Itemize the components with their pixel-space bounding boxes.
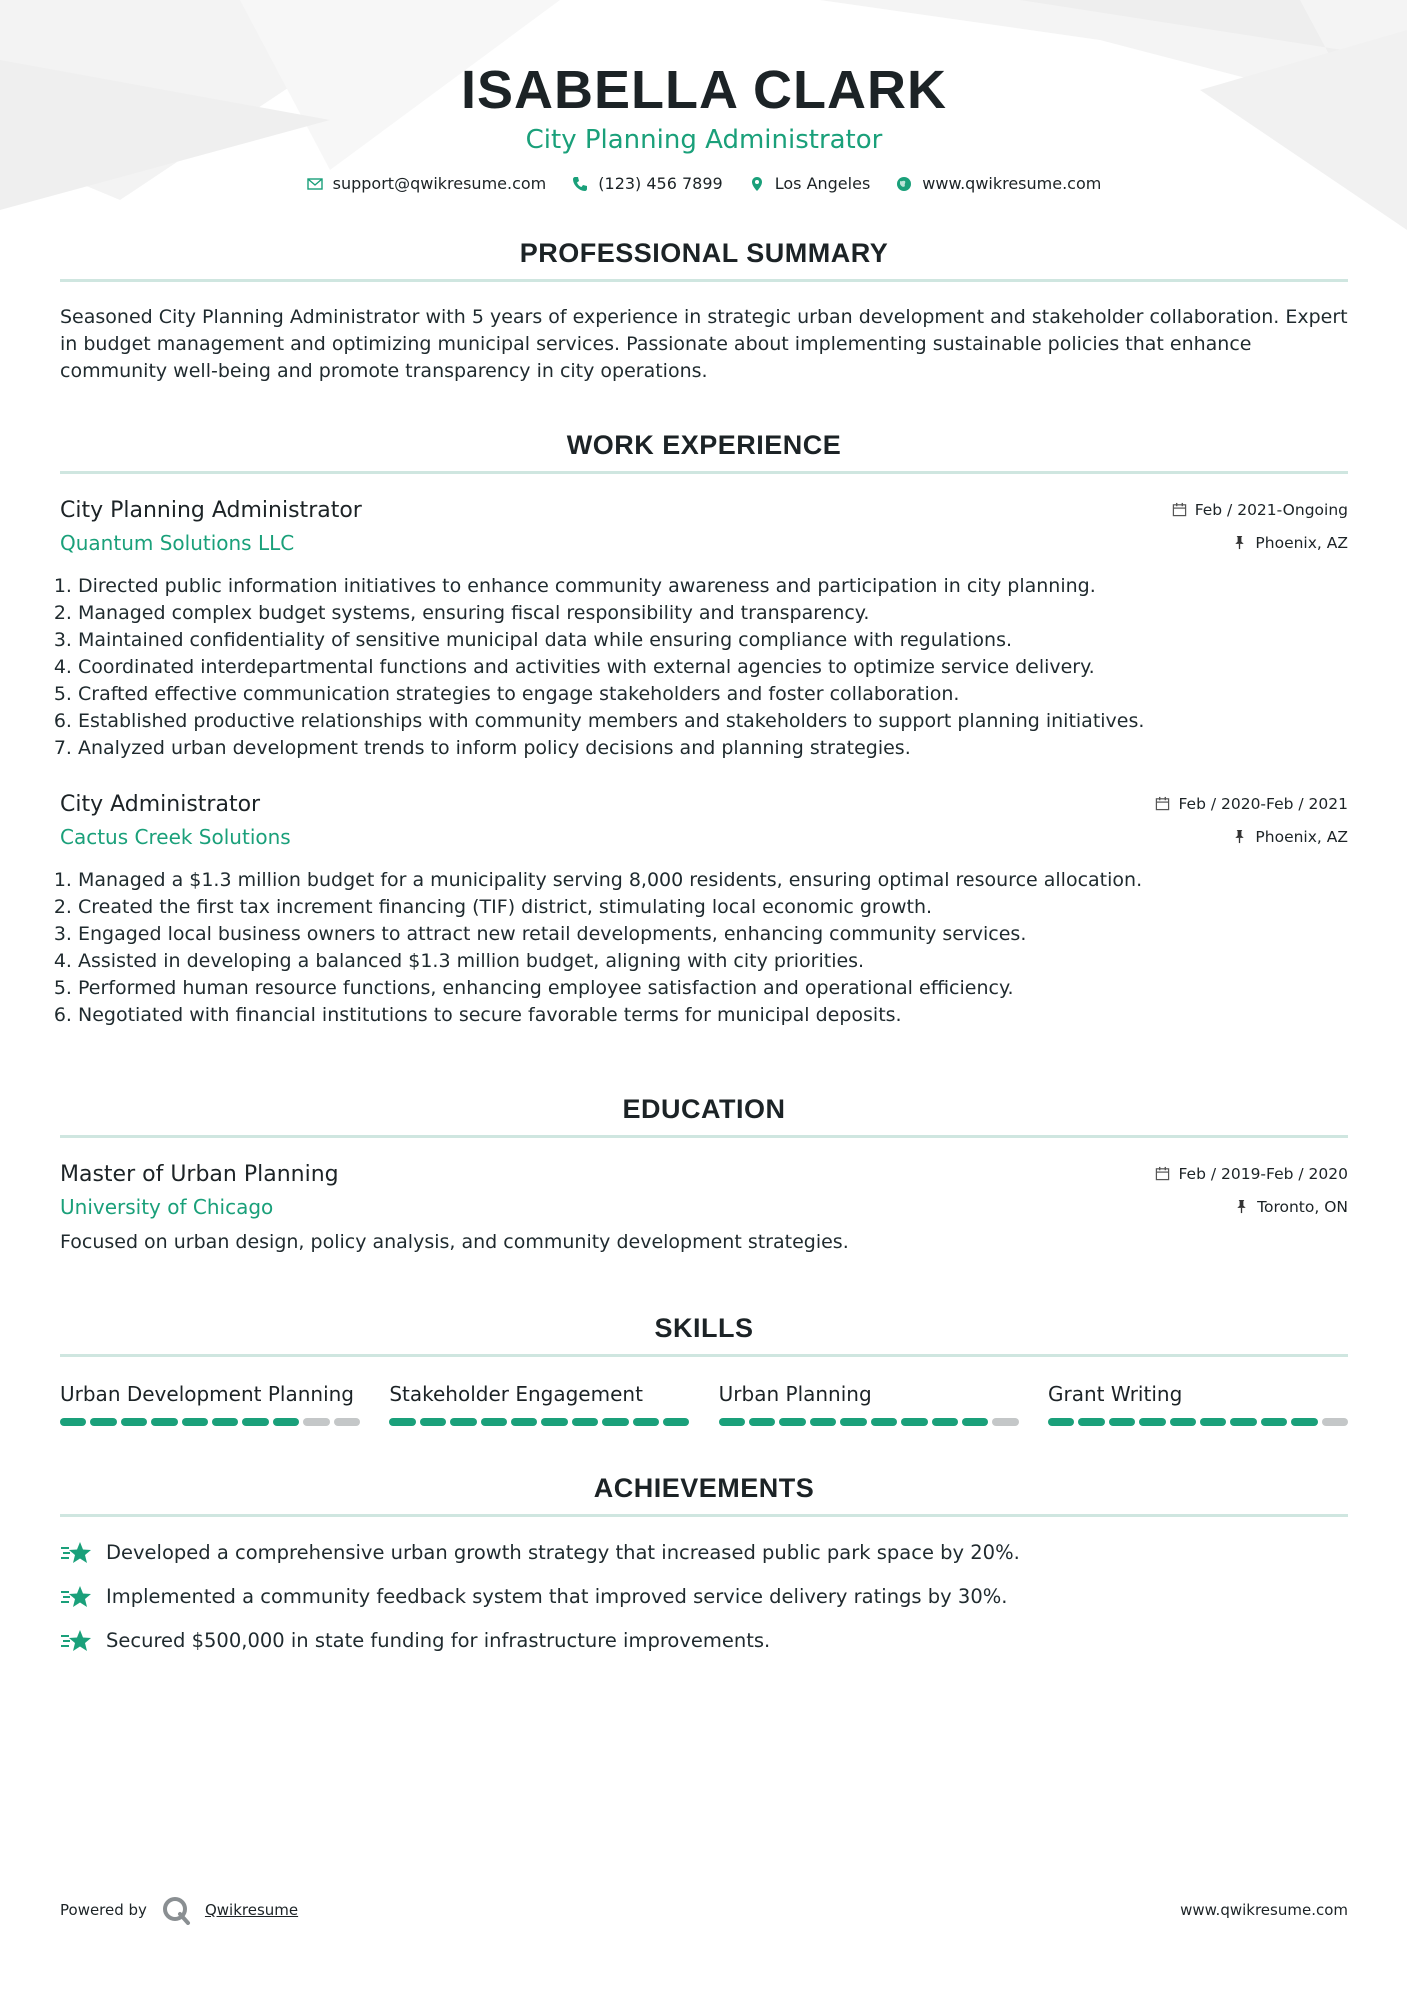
map-pin-icon [749, 176, 765, 192]
job-dates-text: Feb / 2020-Feb / 2021 [1178, 794, 1348, 813]
skills-heading: SKILLS [654, 1313, 754, 1343]
skill-segment-filled [121, 1418, 147, 1426]
qwikresume-logo-icon [161, 1895, 191, 1925]
contact-website[interactable] [896, 174, 1101, 193]
skill-segment-filled [182, 1418, 208, 1426]
skill-name: Urban Planning [718, 1382, 872, 1406]
skill-level-bar [389, 1418, 689, 1426]
achievement-text: Implemented a community feedback system that improved service delivery ratings by 30%. [106, 1585, 1008, 1608]
summary-text: Seasoned City Planning Administrator with 5 years of experience in strategic urban development and stakeholder collaboration. Expert in budget management and optimizing municipal services. Passionate about implementing sustainable policies that enhance community well-being and promote transparency in city operations. [60, 306, 1348, 382]
skill-segment-filled [1139, 1418, 1165, 1426]
job-location-text: Phoenix, AZ [1255, 533, 1348, 552]
star-award-icon [60, 1628, 92, 1654]
summary-heading: PROFESSIONAL SUMMARY [519, 238, 889, 268]
skill-segment-filled [242, 1418, 268, 1426]
section-divider [60, 1514, 1348, 1517]
list-item: 1. Managed a $1.3 million budget for a municipality serving 8,000 residents, ensuring optimal resource allocation. [78, 867, 1348, 894]
candidate-title: City Planning Administrator [525, 125, 883, 155]
star-award-icon [60, 1540, 92, 1566]
school-name: University of Chicago [60, 1195, 274, 1219]
job-location-text: Phoenix, AZ [1255, 827, 1348, 846]
skill-segment-filled [273, 1418, 299, 1426]
skill-segment-filled [1261, 1418, 1287, 1426]
powered-by [60, 1895, 298, 1925]
skill-segment-filled [749, 1418, 775, 1426]
skill-segment-filled [90, 1418, 116, 1426]
summary-section [60, 237, 1348, 385]
website-text: www.qwikresume.com [922, 174, 1102, 193]
section-divider [60, 279, 1348, 282]
skill-segment-filled [420, 1418, 446, 1426]
degree-title: Master of Urban Planning [60, 1162, 339, 1187]
education-dates [1155, 1165, 1348, 1183]
skill-name: Grant Writing [1047, 1382, 1183, 1406]
education-section [60, 1093, 1348, 1256]
list-item: 6. Established productive relationships with community members and stakeholders to support planning initiatives. [78, 708, 1348, 735]
star-award-icon [60, 1584, 92, 1610]
skill-segment-filled [212, 1418, 238, 1426]
candidate-name: ISABELLA CLARK [461, 60, 947, 120]
email-text: support@qwikresume.com [332, 174, 547, 193]
job-location [1232, 534, 1348, 552]
skill-item [389, 1381, 689, 1426]
achievement-text: Developed a comprehensive urban growth strategy that increased public park space by 20%. [106, 1541, 1020, 1564]
list-item: 3. Engaged local business owners to attract new retail developments, enhancing community services. [78, 921, 1348, 948]
skill-segment-empty [303, 1418, 329, 1426]
envelope-icon [307, 176, 323, 192]
pushpin-icon [1234, 1199, 1249, 1214]
contact-bar [60, 174, 1348, 193]
education-location-text: Toronto, ON [1257, 1197, 1348, 1216]
skill-segment-filled [511, 1418, 537, 1426]
skill-item [60, 1381, 360, 1426]
skill-segment-filled [810, 1418, 836, 1426]
section-divider [60, 471, 1348, 474]
job-bullets [60, 867, 1348, 1029]
page-footer [60, 1895, 1348, 1925]
skill-segment-filled [389, 1418, 415, 1426]
education-dates-text: Feb / 2019-Feb / 2020 [1178, 1164, 1348, 1183]
section-divider [60, 1135, 1348, 1138]
skill-segment-filled [450, 1418, 476, 1426]
contact-location [749, 174, 871, 193]
achievement-item [60, 1627, 1348, 1654]
skill-item [1048, 1381, 1348, 1426]
job-location [1232, 828, 1348, 846]
skill-segment-filled [541, 1418, 567, 1426]
list-item: 2. Created the first tax increment financing (TIF) district, stimulating local economic growth. [78, 894, 1348, 921]
achievements-heading: ACHIEVEMENTS [593, 1473, 815, 1503]
globe-icon [896, 176, 912, 192]
achievements-section [60, 1472, 1348, 1654]
skill-segment-filled [1230, 1418, 1256, 1426]
education-description: Focused on urban design, policy analysis, and community development strategies. [60, 1231, 849, 1253]
job-entry [60, 498, 1348, 762]
skill-segment-filled [663, 1418, 689, 1426]
education-location [1234, 1198, 1348, 1216]
skill-segment-empty [992, 1418, 1018, 1426]
pushpin-icon [1232, 829, 1247, 844]
resume-header [60, 58, 1348, 193]
skill-segment-filled [871, 1418, 897, 1426]
company-name: Quantum Solutions LLC [60, 531, 295, 555]
job-bullets [60, 573, 1348, 762]
skill-segment-empty [1322, 1418, 1348, 1426]
phone-icon [572, 176, 588, 192]
skill-level-bar [1048, 1418, 1348, 1426]
job-dates [1172, 501, 1348, 519]
job-entry [60, 792, 1348, 1029]
education-heading: EDUCATION [622, 1094, 786, 1124]
skill-segment-filled [962, 1418, 988, 1426]
skill-segment-filled [840, 1418, 866, 1426]
skill-level-bar [60, 1418, 360, 1426]
contact-email[interactable] [307, 174, 547, 193]
company-name: Cactus Creek Solutions [60, 825, 291, 849]
job-dates-text: Feb / 2021-Ongoing [1194, 500, 1348, 519]
achievement-item [60, 1539, 1348, 1566]
location-text: Los Angeles [774, 174, 871, 193]
skill-segment-filled [60, 1418, 86, 1426]
calendar-icon [1155, 1166, 1170, 1181]
experience-section [60, 429, 1348, 1029]
list-item: 4. Assisted in developing a balanced $1.3 million budget, aligning with city priorities. [78, 948, 1348, 975]
list-item: 5. Performed human resource functions, enhancing employee satisfaction and operational efficiency. [78, 975, 1348, 1002]
achievement-item [60, 1583, 1348, 1610]
achievement-text: Secured $500,000 in state funding for infrastructure improvements. [106, 1629, 771, 1652]
skill-segment-filled [779, 1418, 805, 1426]
job-title: City Administrator [60, 792, 261, 817]
job-dates [1155, 795, 1348, 813]
powered-by-label: Powered by [60, 1901, 147, 1919]
skill-segment-filled [1078, 1418, 1104, 1426]
resume-page [60, 0, 1348, 1671]
calendar-icon [1155, 796, 1170, 811]
list-item: 1. Directed public information initiatives to enhance community awareness and participation in city planning. [78, 573, 1348, 600]
skill-segment-filled [932, 1418, 958, 1426]
skill-segment-filled [719, 1418, 745, 1426]
skill-segment-filled [1200, 1418, 1226, 1426]
skill-name: Urban Development Planning [60, 1382, 354, 1406]
skill-segment-empty [334, 1418, 360, 1426]
skill-segment-filled [572, 1418, 598, 1426]
skill-segment-filled [602, 1418, 628, 1426]
list-item: 2. Managed complex budget systems, ensuring fiscal responsibility and transparency. [78, 600, 1348, 627]
skill-segment-filled [1291, 1418, 1317, 1426]
job-title: City Planning Administrator [60, 498, 362, 523]
contact-phone[interactable] [572, 174, 722, 193]
pushpin-icon [1232, 535, 1247, 550]
list-item: 7. Analyzed urban development trends to inform policy decisions and planning strategies. [78, 735, 1348, 762]
skill-segment-filled [901, 1418, 927, 1426]
skill-segment-filled [1170, 1418, 1196, 1426]
experience-heading: WORK EXPERIENCE [566, 430, 842, 460]
list-item: 6. Negotiated with financial institutions to secure favorable terms for municipal deposits. [78, 1002, 1348, 1029]
skill-segment-filled [1109, 1418, 1135, 1426]
skill-segment-filled [151, 1418, 177, 1426]
list-item: 4. Coordinated interdepartmental functions and activities with external agencies to optimize service delivery. [78, 654, 1348, 681]
brand-link[interactable]: Qwikresume [204, 1901, 299, 1919]
footer-website[interactable]: www.qwikresume.com [1180, 1901, 1348, 1919]
skill-level-bar [719, 1418, 1019, 1426]
skill-item [719, 1381, 1019, 1426]
list-item: 3. Maintained confidentiality of sensitive municipal data while ensuring compliance with regulations. [78, 627, 1348, 654]
skills-section [60, 1312, 1348, 1426]
phone-text: (123) 456 7899 [598, 174, 723, 193]
skill-segment-filled [633, 1418, 659, 1426]
section-divider [60, 1354, 1348, 1357]
skill-segment-filled [481, 1418, 507, 1426]
skill-name: Stakeholder Engagement [389, 1382, 643, 1406]
skill-segment-filled [1048, 1418, 1074, 1426]
calendar-icon [1172, 502, 1187, 517]
list-item: 5. Crafted effective communication strategies to engage stakeholders and foster collaboration. [78, 681, 1348, 708]
skills-list [60, 1381, 1348, 1426]
